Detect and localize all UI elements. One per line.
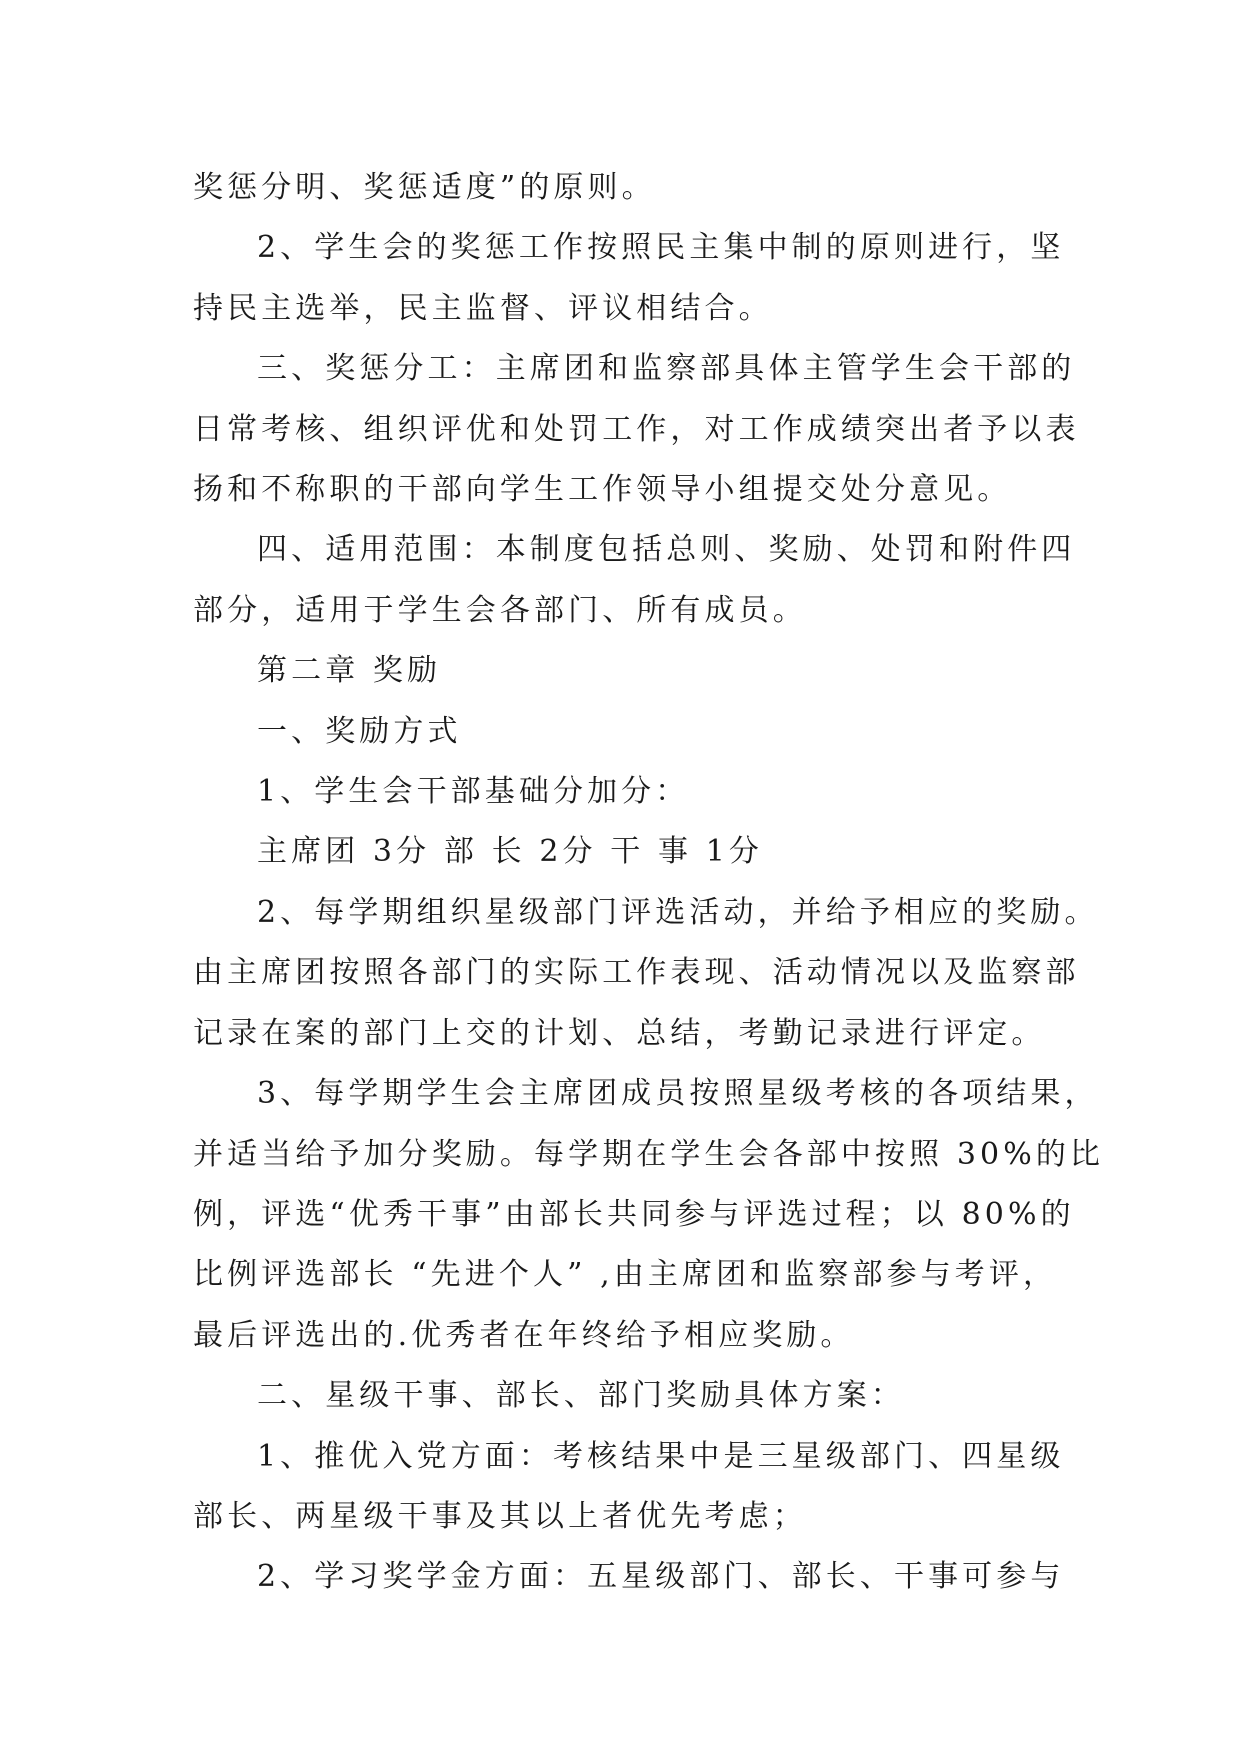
text-line: 2、每学期组织星级部门评选活动，并给予相应的奖励。 xyxy=(257,894,1099,930)
text-line: 奖惩分明、奖惩适度”的原则。 xyxy=(193,170,656,205)
section-heading: 一、奖励方式 xyxy=(257,713,462,749)
section-heading: 二、星级干事、部长、部门奖励具体方案： xyxy=(257,1378,905,1414)
text-line: 四、适用范围：本制度包括总则、奖励、处罚和附件四 xyxy=(257,532,1076,568)
text-line: 部长、两星级干事及其以上者优先考虑； xyxy=(193,1498,807,1534)
text-line: 记录在案的部门上交的计划、总结，考勤记录进行评定。 xyxy=(193,1015,1046,1051)
text-line: 2、学习奖学金方面：五星级部门、部长、干事可参与 xyxy=(257,1559,1065,1595)
chapter-heading: 第二章 奖励 xyxy=(257,653,442,689)
text-line: 由主席团按照各部门的实际工作表现、活动情况以及监察部 xyxy=(193,955,1080,991)
text-line: 并适当给予加分奖励。每学期在学生会各部中按照 30%的比 xyxy=(193,1136,1105,1172)
text-line: 1、学生会干部基础分加分： xyxy=(257,774,690,810)
text-line: 部分，适用于学生会各部门、所有成员。 xyxy=(193,592,807,628)
text-line: 比例评选部长 “先进个人” ,由主席团和监察部参与考评， xyxy=(193,1257,1058,1293)
text-line: 2、学生会的奖惩工作按照民主集中制的原则进行，坚 xyxy=(257,230,1065,266)
text-line: 日常考核、组织评优和处罚工作，对工作成绩突出者予以表 xyxy=(193,411,1080,447)
document-body xyxy=(193,158,1105,1608)
text-line: 1、推优入党方面：考核结果中是三星级部门、四星级 xyxy=(257,1438,1065,1474)
score-line: 主席团 3分 部 长 2分 干 事 1分 xyxy=(257,834,764,870)
text-line: 3、每学期学生会主席团成员按照星级考核的各项结果， xyxy=(257,1076,1099,1112)
text-line: 三、奖惩分工：主席团和监察部具体主管学生会干部的 xyxy=(257,351,1076,387)
text-line: 持民主选举，民主监督、评议相结合。 xyxy=(193,290,773,326)
text-line: 例，评选“优秀干事”由部长共同参与评选过程；以 80%的 xyxy=(193,1196,1075,1232)
text-line: 最后评选出的.优秀者在年终给予相应奖励。 xyxy=(193,1317,855,1353)
text-line: 扬和不称职的干部向学生工作领导小组提交处分意见。 xyxy=(193,472,1012,508)
